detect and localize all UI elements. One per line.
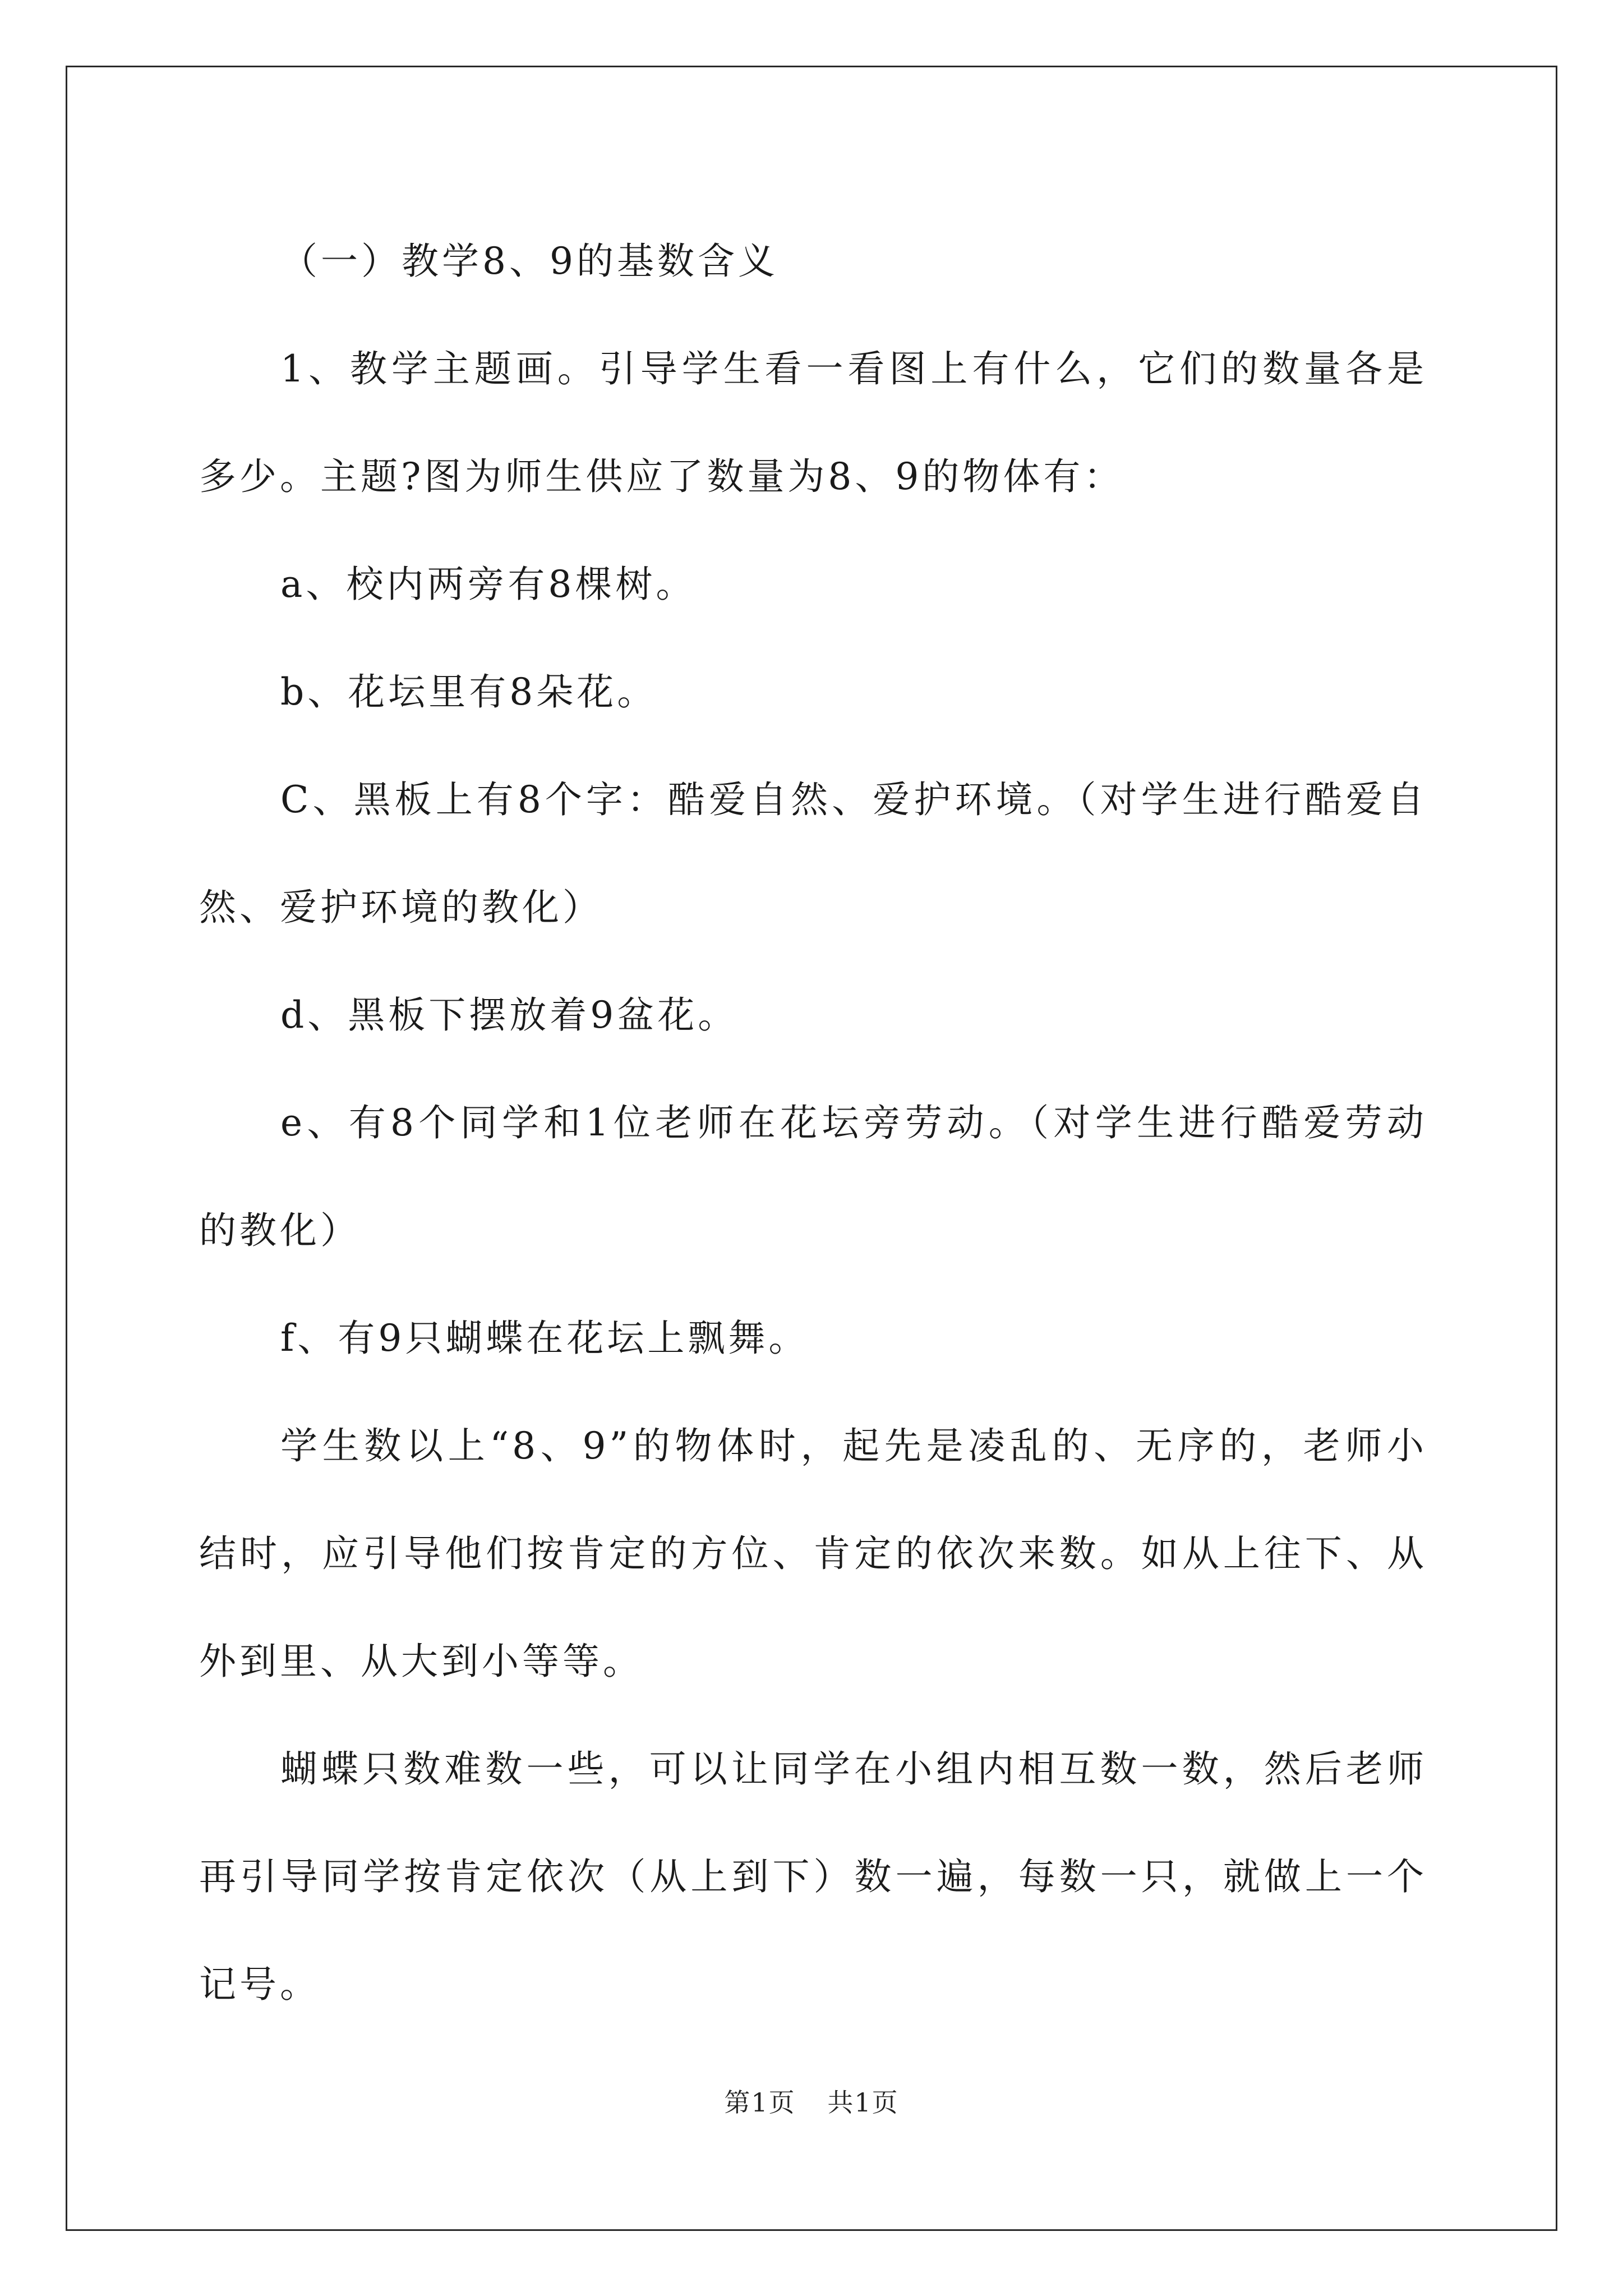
list-item-b: b、花坛里有8朵花。	[280, 670, 658, 714]
paragraph: 蝴蝶只数难数一些，可以让同学在小组内相互数一数，然后老师再引导同学按肯定依次（从上到下）数一遍，每数一只，就做上一个记号。	[199, 1747, 1427, 2006]
list-item-a: a、校内两旁有8棵树。	[280, 563, 697, 606]
page-footer	[0, 2082, 1623, 2119]
section-heading: （一）教学8、9的基数含义	[280, 240, 778, 283]
paragraph: 1、教学主题画。引导学生看一看图上有什么，它们的数量各是多少。主题?图为师生供应了数量为8、9的物体有：	[199, 347, 1427, 498]
page-number-total: 共1页	[827, 2087, 899, 2118]
document-body	[199, 208, 1427, 2039]
list-item-e: e、有8个同学和1位老师在花坛旁劳动。（对学生进行酷爱劳动的教化）	[199, 1101, 1427, 1252]
list-item-c: C、黑板上有8个字：酷爱自然、爱护环境。（对学生进行酷爱自然、爱护环境的教化）	[199, 778, 1427, 929]
page-number-current: 第1页	[724, 2087, 796, 2118]
list-item-d: d、黑板下摆放着9盆花。	[280, 993, 739, 1037]
list-item-f: f、有9只蝴蝶在花坛上飘舞。	[280, 1317, 809, 1360]
paragraph: 学生数以上“8、9”的物体时，起先是凌乱的、无序的，老师小结时，应引导他们按肯定的方位、肯定的依次来数。如从上往下、从外到里、从大到小等等。	[199, 1424, 1427, 1683]
